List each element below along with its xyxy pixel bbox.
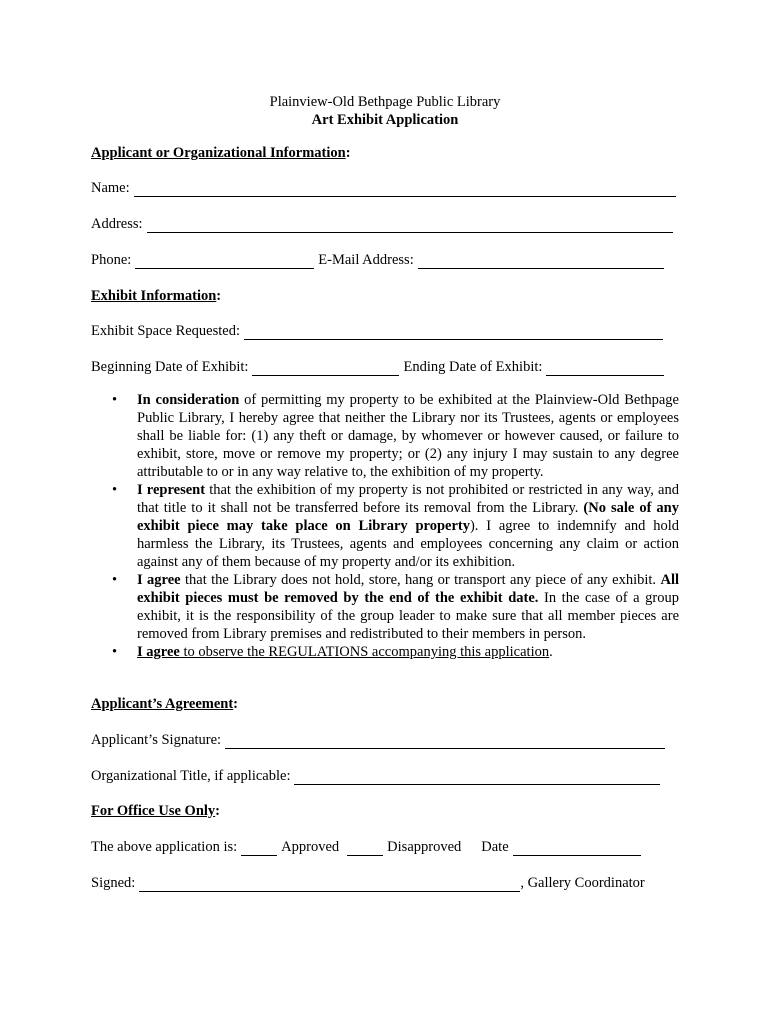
end-date-label: Ending Date of Exhibit: [403,359,543,375]
term-end: . [549,644,553,660]
term-bold-note: (No sale of any exhibit piece may take place on Library property [137,500,679,534]
term-agree-transport [112,571,679,643]
begin-date-label: Beginning Date of Exhibit: [91,359,249,375]
org-title-label: Organizational Title, if applicable: [91,768,291,784]
name-field[interactable] [134,183,676,197]
address-row [91,216,677,233]
org-title-row [91,768,664,785]
signature-field[interactable] [225,735,665,749]
address-field[interactable] [147,219,673,233]
term-bold: In consideration [137,392,240,408]
bullet-icon: • [112,572,118,588]
approved-field[interactable] [241,842,277,856]
status-row [91,839,645,856]
approved-label: Approved [281,839,340,855]
term-text: of permitting my property to be exhibited at the Plainview-Old Bethpage Public Library, I hereby agree that neither the Library nor its Trustees, agents or employees shall be liable for: (1) any theft or damage, by whomever or however caused, or failure to exhibit, store, move or remove my property; or (2) any injury I may sustain to any degree attributable to or in any way relative to, the exhibition of my property. [137,392,679,480]
term-text-cont: In the case of a group exhibit, it is the responsibility of the group leader to make sure that all member pieces are removed from Library premises and redistributed to their members in person. [137,590,679,642]
term-bold: I agree [137,572,181,588]
begin-date-field[interactable] [252,362,399,376]
heading-colon: : [233,696,239,712]
heading-colon: : [216,288,222,304]
end-date-field[interactable] [546,362,664,376]
term-consideration [112,391,679,481]
dates-row [91,359,668,376]
agreement-heading-text: Applicant’s Agreement [91,696,234,712]
agreement-section-heading [91,696,238,713]
term-bold: I represent [137,482,206,498]
office-date-field[interactable] [513,842,641,856]
space-row [91,323,667,340]
term-text: that the exhibition of my property is not prohibited or restricted in any way, and that title to it shall not be transferred before its removal from the Library. [137,482,679,516]
term-agree-regulations [112,643,679,661]
term-bold: I agree [137,644,180,660]
terms-list [112,391,679,661]
applicant-heading-text: Applicant or Organizational Information [91,145,346,161]
signed-row [91,875,645,892]
library-name: Plainview-Old Bethpage Public Library [269,94,501,110]
disapproved-label: Disapproved [387,839,462,855]
office-heading-text: For Office Use Only [91,803,216,819]
phone-email-row [91,252,668,269]
regulations-link[interactable]: to observe the REGULATIONS accompanying this application [179,644,550,660]
address-label: Address: [91,216,143,232]
form-title: Art Exhibit Application [311,112,459,128]
office-section-heading [91,803,220,820]
space-label: Exhibit Space Requested: [91,323,240,339]
heading-colon: : [345,145,351,161]
bullet-icon: • [112,392,118,408]
date-label: Date [481,839,509,855]
email-field[interactable] [418,255,664,269]
bullet-icon: • [112,644,118,660]
name-row [91,180,680,197]
heading-colon: : [215,803,221,819]
exhibit-section-heading [91,288,221,305]
disapproved-field[interactable] [347,842,383,856]
email-label: E-Mail Address: [318,252,414,268]
term-represent [112,481,679,571]
org-title-field[interactable] [294,771,660,785]
signed-field[interactable] [139,878,520,892]
phone-label: Phone: [91,252,132,268]
phone-field[interactable] [135,255,314,269]
bullet-icon: • [112,482,118,498]
signature-label: Applicant’s Signature: [91,732,222,748]
space-field[interactable] [244,326,663,340]
applicant-section-heading [91,145,351,162]
term-text-cont: ). I agree to indemnify and hold harmless the Library, its Trustees, agents and employees concerning any claim or action against any of them because of my property and/or its exhibition. [137,518,679,570]
signature-row [91,732,669,749]
coordinator-label: , Gallery Coordinator [520,875,645,891]
name-label: Name: [91,180,130,196]
term-text: that the Library does not hold, store, hang or transport any piece of any exhibit. [180,572,661,588]
exhibit-heading-text: Exhibit Information [91,288,217,304]
status-label: The above application is: [91,839,238,855]
signed-label: Signed: [91,875,136,891]
term-bold-note: All exhibit pieces must be removed by the end of the exhibit date. [137,572,679,606]
